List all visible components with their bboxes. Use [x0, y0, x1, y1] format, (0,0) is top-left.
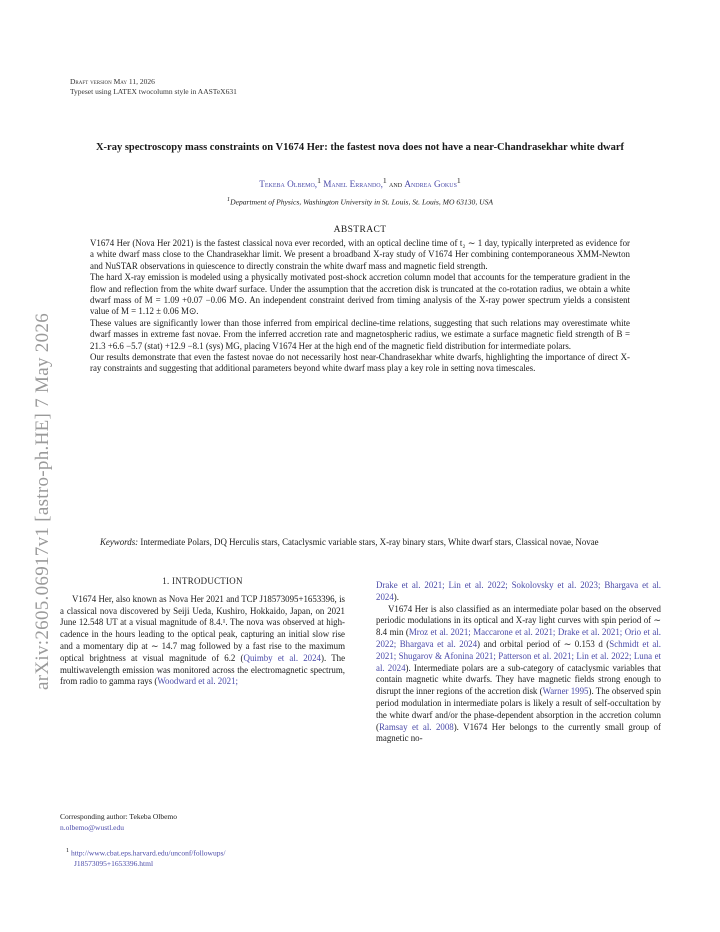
preamble — [70, 77, 237, 97]
citation-link[interactable]: Quimby et al. 2024 — [243, 652, 321, 663]
abstract-paragraph: These values are significantly lower than those inferred from empirical decline-time relations, suggesting that such relations may overestimate white dwarf masses in extreme fast novae. From the inferred accretion rate and magnetospheric radius, we estimate a surface magnetic field strength of B = 21.3 +6.6 −5.7 (stat) +12.9 −8.1 (sys) MG, placing V1674 Her at the high end of the magnetic field distribution for intermediate polars. — [90, 317, 630, 351]
author-2[interactable]: Manel Errando, — [323, 179, 383, 190]
abstract-heading: ABSTRACT — [333, 225, 387, 235]
paper-title: X-ray spectroscopy mass constraints on V1674 Her: the fastest nova does not have a near-Chandrasekhar white dwarf — [95, 142, 625, 153]
section-heading-introduction: 1. INTRODUCTION — [162, 576, 243, 586]
intro-paragraph-1-continued — [376, 580, 661, 604]
author-and: and — [389, 179, 403, 190]
corresponding-author-label: Corresponding author: Tekeba Olbemo — [60, 812, 178, 821]
author-1-affil: 1 — [317, 176, 321, 185]
citation-link[interactable]: Ramsay et al. 2008 — [378, 721, 454, 732]
author-1[interactable]: Tekeba Olbemo, — [259, 179, 318, 190]
intro-text: ). The observed spin period modulation in intermediate polars is likely a result of self-occultation by the white dwarf and/or the phase-dependent absorption in the accretion column ( — [376, 686, 661, 732]
corresponding-email-link[interactable]: n.olbemo@wustl.edu — [60, 822, 124, 832]
intro-text: ). The multiwavelength emission was monitored across the electromagnetic spectrum, from radio to gamma rays ( — [60, 652, 346, 687]
arxiv-margin-stamp — [10, 230, 54, 690]
keywords-list: Intermediate Polars, DQ Herculis stars, Cataclysmic variable stars, X-ray binary stars, White dwarf stars, Classical novae, Novae — [140, 537, 599, 547]
author-list — [90, 176, 630, 189]
abstract-paragraph: Our results demonstrate that even the fastest novae do not necessarily host near-Chandrasekhar white dwarfs, highlighting the importance of direct X-ray constraints and suggesting that additional parameters beyond white dwarf mass play a key role in setting nova timescales. — [90, 352, 630, 374]
intro-text: ). V1674 Her belongs to the currently small group of magnetic no- — [376, 721, 661, 744]
affiliation-marker: 1 — [226, 196, 231, 203]
citation-link[interactable]: Woodward et al. 2021; — [157, 676, 238, 687]
citation-link[interactable]: Warner 1995 — [542, 686, 589, 697]
footnote-url-link[interactable]: J18573095+1653396.html — [74, 859, 154, 868]
footnote-marker: 1 — [66, 847, 70, 854]
citation-link[interactable]: Drake et al. 2021; Lin et al. 2022; Sokolovsky et al. 2023; Bhargava et al. 2024 — [376, 580, 661, 602]
affiliation-text: Department of Physics, Washington University in St. Louis, St. Louis, MO 63130, USA — [230, 197, 494, 207]
right-column — [376, 580, 661, 745]
citation-link[interactable]: Schmidt et al. 2021; Shugarov & Afonina 2021; Patterson et al. 2021; Lin et al. 2022; Luna et al. 2024 — [376, 638, 661, 673]
intro-text: V1674 Her, also known as Nova Her 2021 and TCP J18573095+1653396, is a classical nova discovered by Seiji Ueda, Kushiro, Hokkaido, Japan, on 2021 June 12.548 UT at a visual magnitude of 8.4.¹. The nova was observed at high-cadence in the hours leading to the optical peak, capturing an initial slow rise and a momentary dip at ∼ 14.7 mag followed by a fast rise to the maximum optical brightness at visual magnitude of 6.2 ( — [60, 593, 345, 663]
affiliation — [90, 196, 630, 207]
author-3[interactable]: Andrea Gokus — [404, 179, 457, 190]
abstract-paragraph: V1674 Her (Nova Her 2021) is the fastest classical nova ever recorded, with an optical decline time of t₂ ∼ 1 day, typically interpreted as evidence for a white dwarf mass close to the Chandrasekhar limit. We present a broadband X-ray study of V1674 Her combining contemporaneous XMM-Newton and NuSTAR observations in quiescence to directly constrain the white dwarf mass and magnetic field strength. — [90, 238, 630, 271]
abstract-body — [90, 238, 630, 375]
author-3-affil: 1 — [456, 176, 461, 185]
footnote-url-link[interactable]: http://www.cbat.eps.harvard.edu/unconf/followups/ — [71, 848, 226, 858]
left-column — [60, 576, 345, 688]
abstract-paragraph: The hard X-ray emission is modeled using a physically motivated post-shock accretion column model that accounts for the temperature gradient in the flow and reflection from the white dwarf surface. Under the assumption that the accretion disk is truncated at the co-rotation radius, we obtain a white dwarf mass of M = 1.09 +0.07 −0.06 M⊙. An independent constraint derived from timing analysis of the X-ray power spectrum yields a consistent value of M = 1.12 ± 0.06 M⊙. — [90, 272, 630, 317]
intro-paragraph-2 — [376, 604, 661, 746]
intro-text: ) and orbital period of ∼ 0.153 d ( — [477, 638, 610, 649]
typeset-note: Typeset using LATEX twocolumn style in AASTeX631 — [70, 87, 237, 96]
intro-text: ). — [393, 591, 399, 602]
intro-text: ). Intermediate polars are a sub-category of cataclysmic variables that contain magnetic white dwarfs. They have magnetic fields strong enough to disrupt the inner regions of the accretion disk ( — [376, 662, 662, 697]
arxiv-identifier: arXiv:2605.06917v1 [astro-ph.HE] 7 May 2026 — [32, 312, 53, 690]
footnote — [66, 846, 346, 870]
intro-paragraph-1 — [60, 594, 345, 688]
corresponding-author — [60, 812, 345, 833]
citation-link[interactable]: Mroz et al. 2021; Maccarone et al. 2021; Drake et al. 2021; Orio et al. 2022; Bhargava et al. 2024 — [376, 627, 662, 649]
author-2-affil: 1 — [382, 176, 387, 185]
keywords-label: Keywords: — [100, 537, 139, 547]
draft-version: Draft version May 11, 2026 — [70, 77, 155, 86]
keywords — [100, 537, 630, 548]
intro-text: V1674 Her is also classified as an intermediate polar based on the observed periodic modulations in its optical and X-ray light curves with spin period of ∼ 8.4 min ( — [376, 603, 661, 638]
